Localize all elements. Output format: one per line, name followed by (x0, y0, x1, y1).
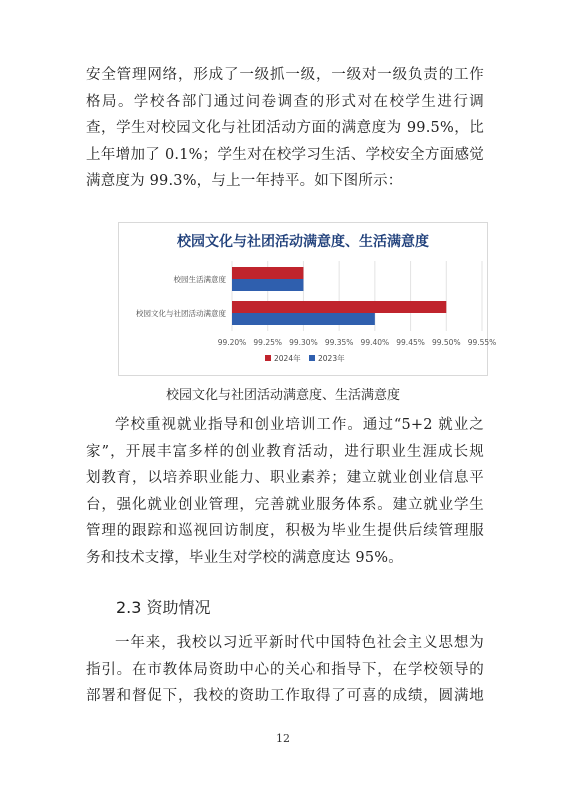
paragraph-1 (86, 62, 484, 195)
bar (232, 313, 375, 325)
bar (232, 267, 303, 279)
paragraph-line: 满意度为 99.3%，与上一年持平。如下图所示： (86, 173, 403, 190)
category-label: 校园文化与社团活动满意度 (136, 309, 226, 318)
x-tick-label: 99.40% (360, 338, 390, 347)
paragraph-line: 家”，开展丰富多样的创业教育活动，进行职业生涯成长规 (86, 443, 484, 460)
paragraph-line: 务和技术支撑，毕业生对学校的满意度达 95%。 (86, 549, 403, 566)
legend-swatch (265, 355, 271, 361)
chart-category-labels (136, 274, 226, 318)
paragraph-line: 上年增加了 0.1%；学生对在校学习生活、学校安全方面感觉 (86, 146, 484, 163)
legend-label: 2024年 (274, 354, 301, 363)
paragraph-2 (86, 412, 484, 572)
paragraph-line: 学校重视就业指导和创业培训工作。通过“5+2 就业之 (115, 417, 484, 433)
bar (232, 301, 446, 313)
x-tick-label: 99.20% (217, 338, 247, 347)
figure-caption: 校园文化与社团活动满意度、生活满意度 (165, 388, 400, 403)
x-tick-label: 99.30% (289, 338, 318, 347)
paragraph-line: 指引。在市教体局资助中心的关心和指导下，在学校领导的 (86, 661, 484, 678)
x-tick-label: 99.35% (324, 338, 354, 347)
legend-label: 2023年 (318, 354, 345, 363)
paragraph-line: 一年来，我校以习近平新时代中国特色社会主义思想为 (115, 635, 484, 651)
x-tick-label: 99.45% (396, 338, 425, 347)
paragraph-line: 划教育，以培养职业能力、职业素养；建立就业创业信息平 (86, 470, 484, 487)
paragraph-line: 格局。学校各部门通过问卷调查的形式对在校学生进行调 (86, 93, 484, 110)
chart-title: 校园文化与社团活动满意度、生活满意度 (177, 234, 429, 250)
paragraph-line: 部署和督促下，我校的资助工作取得了可喜的成绩，圆满地 (86, 688, 484, 705)
chart-svg (119, 223, 497, 375)
legend-swatch (309, 355, 315, 361)
x-tick-label: 99.25% (253, 338, 283, 347)
paragraph-3 (86, 630, 484, 710)
x-tick-label: 99.50% (431, 338, 461, 347)
page-number: 12 (276, 732, 290, 745)
paragraph-line: 查，学生对校园文化与社团活动方面的满意度为 99.5%，比 (86, 120, 484, 137)
category-label: 校园生活满意度 (173, 275, 226, 284)
paragraph-line: 管理的跟踪和巡视回访制度，积极为毕业生提供后续管理服 (86, 523, 484, 540)
paragraph-line: 台，强化就业创业管理，完善就业服务体系。建立就业学生 (86, 496, 484, 513)
satisfaction-chart (118, 222, 497, 376)
x-tick-label: 99.55% (467, 338, 497, 347)
section-heading: 2.3 资助情况 (116, 598, 211, 617)
bar (232, 279, 303, 291)
chart-tick-labels (218, 338, 497, 347)
paragraph-line: 安全管理网络，形成了一级抓一级，一级对一级负责的工作 (86, 67, 484, 83)
chart-legend (265, 353, 345, 363)
